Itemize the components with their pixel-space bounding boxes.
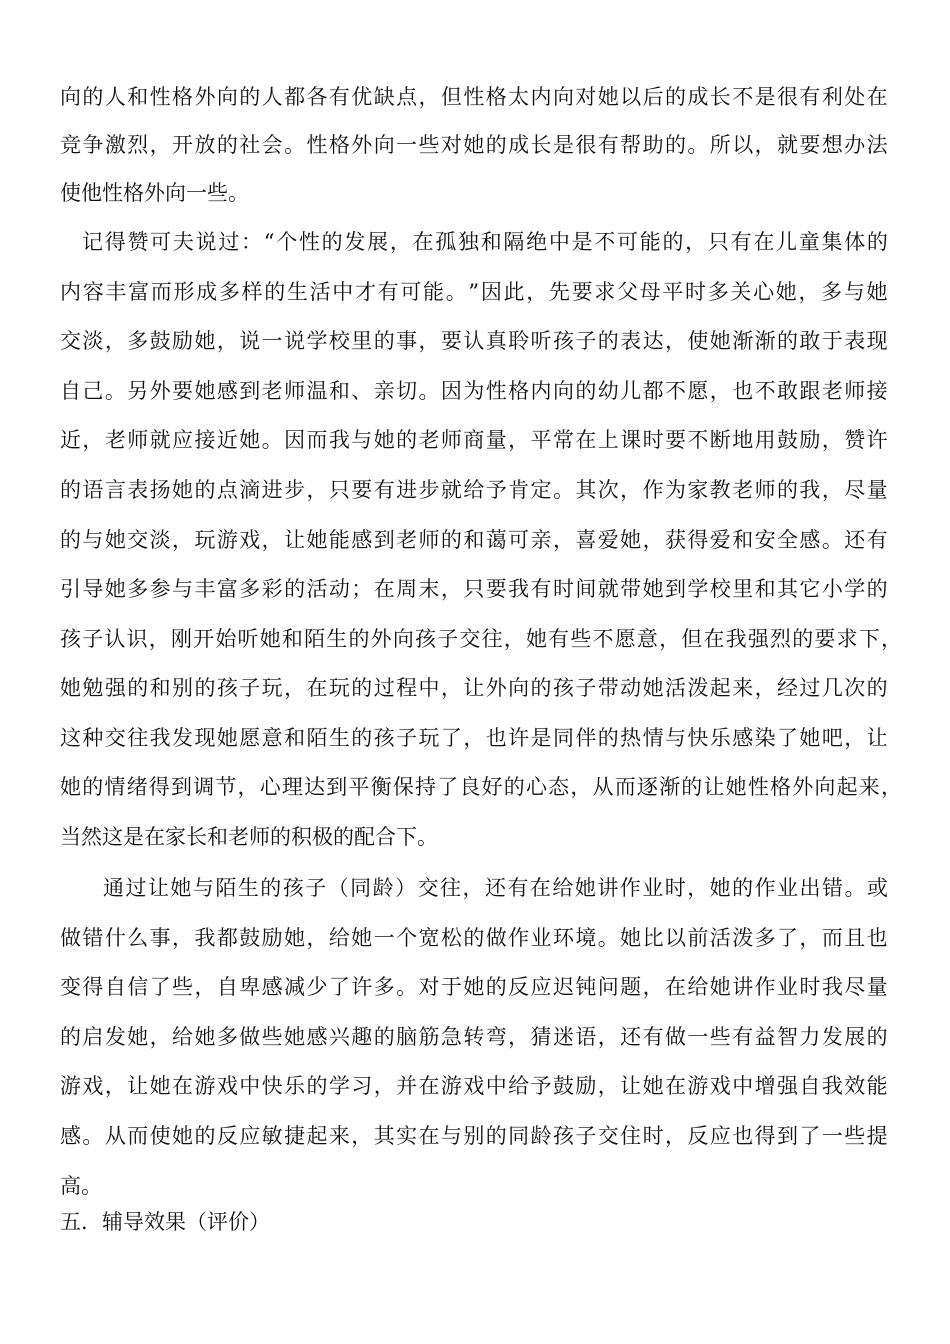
- text-line: 内 容 丰 富 而 形 成 多 样 的 生 活 中 才 有 可 能 。 ” 因 此 ， 先 要 求 父 母 平 时 多 关 心 她 ， 多 与 她: [60, 280, 888, 304]
- text-line: 交 淡 ， 多 鼓 励 她 ， 说 一 说 学 校 里 的 事 ， 要 认 真 聆 听 孩 子 的 表 达 ， 使 她 渐 渐 的 敢 于 表 现: [60, 329, 888, 353]
- section-heading: 五．辅导效果（评价）: [60, 1210, 270, 1234]
- text-line: 感 。 从 而 使 她 的 反 应 敏 捷 起 来 ， 其 实 在 与 别 的 同 龄 孩 子 交 住 时 ， 反 应 也 得 到 了 一 些 提: [60, 1124, 888, 1148]
- text-line: 使他性格外向一些。: [60, 181, 249, 205]
- text-line: 引 导 她 多 参 与 丰 富 多 彩 的 活 动 ； 在 周 末 ， 只 要 我 有 时 间 就 带 她 到 学 校 里 和 其 它 小 学 的: [60, 577, 888, 601]
- text-line: 她 的 情 绪 得 到 调 节 ， 心 理 达 到 平 衡 保 持 了 良 好 的 心 态 ， 从 而 逐 渐 的 让 她 性 格 外 向 起 来 ，: [60, 775, 902, 799]
- text-line: 自 己 。 另 外 要 她 感 到 老 师 温 和 、 亲 切 。 因 为 性 格 内 向 的 幼 儿 都 不 愿 ， 也 不 敢 跟 老 师 接: [60, 379, 888, 403]
- text-line: 孩 子 认 识 ， 刚 开 始 听 她 和 陌 生 的 外 向 孩 子 交 往 ， 她 有 些 不 愿 意 ， 但 在 我 强 烈 的 要 求 下 ，: [60, 627, 902, 651]
- text-line: 她 勉 强 的 和 别 的 孩 子 玩 ， 在 玩 的 过 程 中 ， 让 外 向 的 孩 子 带 动 她 活 泼 起 来 ， 经 过 几 次 的: [60, 676, 888, 700]
- text-line: 向 的 人 和 性 格 外 向 的 人 都 各 有 优 缺 点 ， 但 性 格 太 内 向 对 她 以 后 的 成 长 不 是 很 有 利 处 在: [60, 85, 888, 109]
- text-line: 高。: [60, 1174, 102, 1198]
- text-line: 当然这是在家长和老师的积极的配合下。: [60, 825, 438, 849]
- text-line: 的 启 发 她 ， 给 她 多 做 些 她 感 兴 趣 的 脑 筋 急 转 弯 ， 猜 迷 语 ， 还 有 做 一 些 有 益 智 力 发 展 的: [60, 1025, 888, 1049]
- text-line: 竞 争 激 烈 ， 开 放 的 社 会 。 性 格 外 向 一 些 对 她 的 成 长 是 很 有 帮 助 的 。 所 以 ， 就 要 想 办 法: [60, 133, 888, 157]
- text-line: 通 过 让 她 与 陌 生 的 孩 子 （ 同 龄 ） 交 往 ， 还 有 在 给 她 讲 作 业 时 ， 她 的 作 业 出 错 。 或: [103, 876, 888, 900]
- text-line: 游 戏 ， 让 她 在 游 戏 中 快 乐 的 学 习 ， 并 在 游 戏 中 给 予 鼓 励 ， 让 她 在 游 戏 中 增 强 自 我 效 能: [60, 1074, 888, 1098]
- text-line: 的 与 她 交 淡 ， 玩 游 戏 ， 让 她 能 感 到 老 师 的 和 蔼 可 亲 ， 喜 爱 她 ， 获 得 爱 和 安 全 感 。 还 有: [60, 528, 888, 552]
- text-line: 做 错 什 么 事 ， 我 都 鼓 励 她 ， 给 她 一 个 宽 松 的 做 作 业 环 境 。 她 比 以 前 活 泼 多 了 ， 而 且 也: [60, 926, 888, 950]
- text-line: 变 得 自 信 了 些 ， 自 卑 感 减 少 了 许 多 。 对 于 她 的 反 应 迟 钝 问 题 ， 在 给 她 讲 作 业 时 我 尽 量: [60, 975, 888, 999]
- text-line: 的 语 言 表 扬 她 的 点 滴 进 步 ， 只 要 有 进 步 就 给 予 肯 定 。 其 次 ， 作 为 家 教 老 师 的 我 ， 尽 量: [60, 478, 888, 502]
- text-line: 这 种 交 往 我 发 现 她 愿 意 和 陌 生 的 孩 子 玩 了 ， 也 许 是 同 伴 的 热 情 与 快 乐 感 染 了 她 吧 ， 让: [60, 726, 888, 750]
- text-line: 近 ， 老 师 就 应 接 近 她 。 因 而 我 与 她 的 老 师 商 量 ， 平 常 在 上 课 时 要 不 断 地 用 鼓 励 ， 赞 许: [60, 428, 888, 452]
- text-line: 记 得 赞 可 夫 说 过 ： “ 个 性 的 发 展 ， 在 孤 独 和 隔 绝 中 是 不 可 能 的 ， 只 有 在 儿 童 集 体 的: [82, 230, 888, 254]
